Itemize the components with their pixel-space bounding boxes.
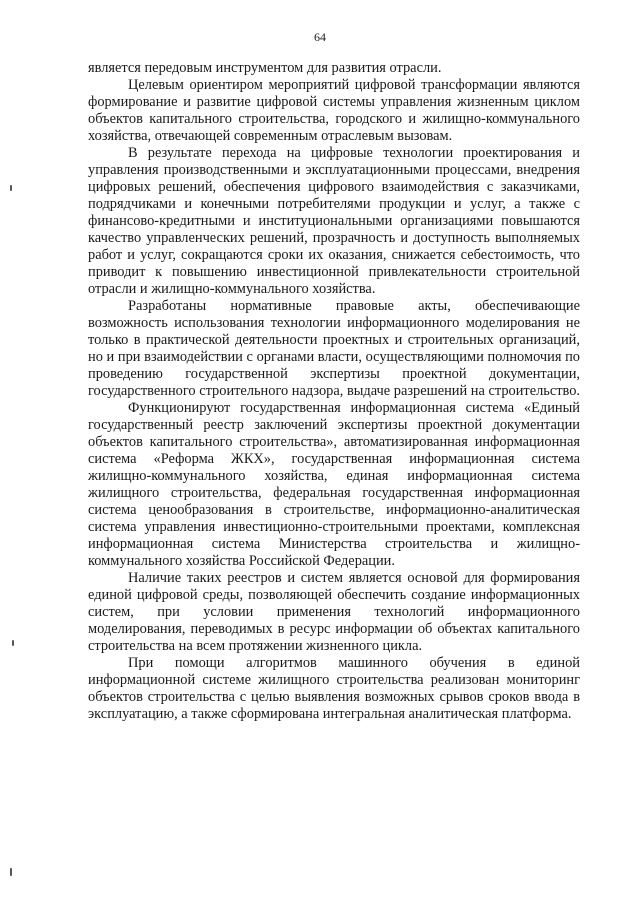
page-number: 64 — [314, 30, 326, 44]
body-text — [88, 60, 580, 723]
scan-mark-top — [10, 185, 12, 191]
paragraph-2: Целевым ориентиром мероприятий цифровой трансформации являются формирование и развитие цифровой системы управления жизненным циклом объектов капитального строительства, городского и жилищно-коммунального хозяйства, отвечающей современным отраслевым вызовам. — [88, 77, 580, 144]
paragraph-1: является передовым инструментом для развития отрасли. — [88, 60, 442, 76]
paragraph-6: Наличие таких реестров и систем является основой для формирования единой цифровой среды, позволяющей обеспечить создание информационных систем, при условии применения технологий информационного моделирования, переводимых в ресурс информации об объектах капитального строительства на всем протяжении жизненного цикла. — [88, 570, 580, 654]
scan-mark-bottom — [10, 868, 12, 876]
paragraph-5: Функционируют государственная информационная система «Единый государственный реестр заключений экспертизы проектной документации объектов капитального строительства», автоматизированная информационная система «Реформа ЖКХ», государственная информационная система жилищно-коммунального хозяйства, единая информационная система жилищного строительства, федеральная государственная информационная система ценообразования в строительстве, информационно-аналитическая система управления инвестиционно-строительными проектами, комплексная информационная система Министерства строительства и жилищно-коммунального хозяйства Российской Федерации. — [88, 400, 580, 569]
paragraph-4: Разработаны нормативные правовые акты, обеспечивающие возможность использования технологии информационного моделирования не только в практической деятельности проектных и строительных организаций, но и при взаимодействии с органами власти, осуществляющими полномочия по проведению государственной экспертизы проектной документации, государственного строительного надзора, выдаче разрешений на строительство. — [88, 298, 581, 399]
paragraph-7: При помощи алгоритмов машинного обучения в единой информационной системе жилищного строительства реализован мониторинг объектов строительства с целью выявления возможных срывов сроков ввода в эксплуатацию, а также сформирована интегральная аналитическая платформа. — [88, 655, 580, 722]
paragraph-3: В результате перехода на цифровые технологии проектирования и управления производственными и эксплуатационными процессами, внедрения цифровых решений, обеспечения цифрового взаимодействия с заказчиками, подрядчиками и конечными потребителями продукции и услуг, а также с финансово-кредитными и институциональными организациями повышаются качество управленческих решений, прозрачность и доступность выполняемых работ и услуг, сокращаются сроки их оказания, снижается себестоимость, что приводит к повышению инвестиционной привлекательности строительной отрасли и жилищно-коммунального хозяйства. — [88, 145, 580, 297]
scan-mark-middle — [12, 640, 14, 646]
